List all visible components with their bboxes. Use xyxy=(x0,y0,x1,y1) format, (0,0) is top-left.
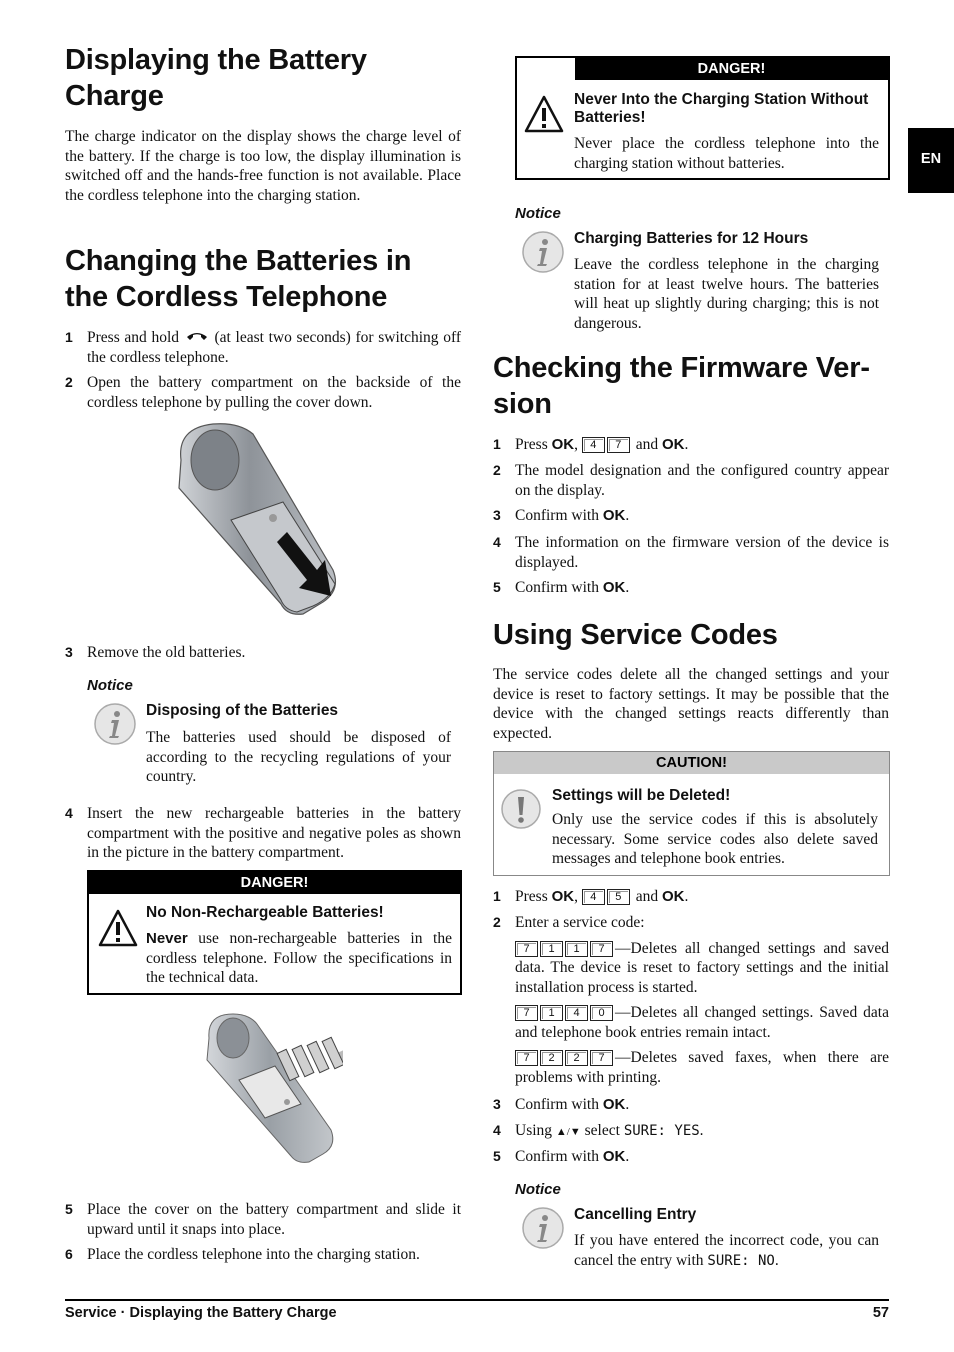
paragraph-service-codes: The service codes delete all the changed settings and your device is reset to factory settings. It may be possible that the device with the changed settings reacts differently than expected. xyxy=(493,666,889,742)
ok-key-label: OK xyxy=(551,436,575,453)
danger-text: use non-rechargeable batteries in the cordless telephone. Follow the specifications in the technical data. xyxy=(146,930,452,986)
step-number: 3 xyxy=(65,644,73,660)
step-text: Confirm with xyxy=(515,579,599,596)
step-text: Using xyxy=(515,1122,553,1139)
danger-box-charging-station xyxy=(515,56,890,180)
step-number: 3 xyxy=(493,507,501,523)
danger-box-non-rechargeable xyxy=(87,870,462,995)
step-text: Confirm with xyxy=(515,1096,599,1113)
step-text-cont: (at least two seconds) for switching off the cordless telephone. xyxy=(87,329,462,366)
code-description: —Deletes all changed settings. Saved data and telephone book entries remain intact. xyxy=(515,1004,889,1041)
danger-bold: Never xyxy=(146,930,188,947)
step-text: Confirm with xyxy=(515,1148,599,1165)
heading-battery-charge: Displaying the Battery Charge xyxy=(65,44,367,112)
step-text: Press and hold xyxy=(87,329,180,346)
period: . xyxy=(625,507,630,524)
display-text: SURE: YES xyxy=(623,1123,700,1139)
fw-step-5 xyxy=(493,578,889,598)
footer-rule xyxy=(65,1299,889,1301)
step-text: Open the battery compartment on the backside of the cordless telephone by pulling the cover down. xyxy=(87,374,461,411)
step-text: and xyxy=(635,888,659,905)
comma: , xyxy=(574,888,578,905)
display-text: SURE: NO xyxy=(707,1252,775,1269)
key-0: 0 xyxy=(590,1005,613,1021)
notice-title: Charging Batteries for 12 Hours xyxy=(574,230,809,247)
key-7: 7 xyxy=(590,941,613,957)
service-code-7227 xyxy=(515,1048,889,1087)
step-4 xyxy=(65,804,461,863)
key-7: 7 xyxy=(515,941,538,957)
info-icon xyxy=(93,702,137,746)
service-code-7140 xyxy=(515,1003,889,1042)
notice-disposing xyxy=(93,702,451,792)
caution-title: Settings will be Deleted! xyxy=(552,787,731,804)
notice-body xyxy=(574,1231,879,1271)
step-text: Insert the new rechargeable batteries in the battery compartment with the positive and negative poles as shown in the picture in the battery compartment. xyxy=(87,805,461,861)
ok-key-label: OK xyxy=(602,579,626,596)
period: . xyxy=(684,436,689,453)
step-number: 2 xyxy=(65,374,73,390)
code-description: —Deletes all changed settings and saved data. The device is reset to factory settings and the initial installation process is started. xyxy=(515,939,889,996)
danger-label: DANGER! xyxy=(89,872,460,894)
step-6 xyxy=(65,1245,461,1265)
danger-title: Never Into the Charging Station Without Batteries! xyxy=(574,91,869,126)
danger-body xyxy=(146,929,452,988)
sc-step-4 xyxy=(493,1121,889,1143)
notice-body: Leave the cordless telephone in the charging station for at least twelve hours. The batteries will heat up slightly during charging; this is not dangerous. xyxy=(574,256,879,332)
notice-charging-12h xyxy=(521,230,879,330)
step-number: 4 xyxy=(65,805,73,821)
code-description: —Deletes saved faxes, when there are problems with printing. xyxy=(515,1049,889,1086)
step-number: 3 xyxy=(493,1096,501,1112)
info-icon xyxy=(521,230,565,274)
key-7: 7 xyxy=(590,1050,613,1066)
language-tab: EN xyxy=(908,128,954,193)
caution-box xyxy=(493,751,890,876)
heading-changing-batteries: Changing the Batteries in the Cordless Telephone xyxy=(65,245,412,313)
step-number: 2 xyxy=(493,462,501,478)
step-number: 1 xyxy=(65,329,73,345)
danger-body: Never place the cordless telephone into the charging station without batteries. xyxy=(574,135,879,172)
fw-step-2 xyxy=(493,461,889,500)
fw-step-3 xyxy=(493,506,889,526)
step-3 xyxy=(65,643,461,663)
key-5: 5 xyxy=(607,889,630,905)
step-text: Place the cover on the battery compartment and slide it upward until it snaps into place. xyxy=(87,1201,461,1238)
step-number: 5 xyxy=(493,1148,501,1164)
step-number: 5 xyxy=(493,579,501,595)
footer-section-title: Service · Displaying the Battery Charge xyxy=(65,1305,337,1321)
comma: , xyxy=(574,436,578,453)
step-2 xyxy=(65,373,461,412)
service-code-7117 xyxy=(515,939,889,998)
step-number: 5 xyxy=(65,1201,73,1217)
step-5 xyxy=(65,1200,461,1239)
notice-label: Notice xyxy=(515,1181,561,1198)
ok-key-label: OK xyxy=(602,507,626,524)
ok-key-label: OK xyxy=(662,436,685,453)
handset-illustration xyxy=(173,420,353,620)
step-text: Enter a service code: xyxy=(515,914,645,931)
ok-key-label: OK xyxy=(602,1096,626,1113)
info-icon xyxy=(521,1206,565,1250)
ok-key-label: OK xyxy=(602,1148,626,1165)
paragraph-battery-charge: The charge indicator on the display shows the charge level of the battery. If the charge is too low, the display illumination is switched off and the hands-free function is not available. Place the cordless telephone into the charging station. xyxy=(65,128,461,204)
step-number: 1 xyxy=(493,436,501,452)
notice-cancelling-entry xyxy=(521,1206,879,1276)
period: . xyxy=(684,888,689,905)
sc-step-1 xyxy=(493,887,889,907)
ok-key-label: OK xyxy=(662,888,685,905)
fw-step-4 xyxy=(493,533,889,572)
notice-title: Disposing of the Batteries xyxy=(146,702,339,719)
notice-text: If you have entered the incorrect code, you can cancel the entry with xyxy=(574,1232,879,1269)
heading-service-codes: Using Service Codes xyxy=(493,619,778,651)
ok-key-label: OK xyxy=(551,888,575,905)
step-number: 4 xyxy=(493,534,501,550)
sc-step-3 xyxy=(493,1095,889,1115)
key-2: 2 xyxy=(565,1050,588,1066)
step-text: Press xyxy=(515,888,548,905)
fw-step-1 xyxy=(493,435,889,455)
step-text: The model designation and the configured country appear on the display. xyxy=(515,462,889,499)
period: . xyxy=(625,1148,630,1165)
warning-triangle-icon xyxy=(97,908,139,948)
sc-step-2 xyxy=(493,913,889,1087)
step-text: Press xyxy=(515,436,548,453)
key-1: 1 xyxy=(565,941,588,957)
notice-label: Notice xyxy=(515,205,561,222)
step-text: Confirm with xyxy=(515,507,599,524)
handset-batteries-illustration xyxy=(203,1010,343,1165)
notice-title: Cancelling Entry xyxy=(574,1206,697,1223)
step-number: 1 xyxy=(493,888,501,904)
period: . xyxy=(625,579,630,596)
step-text: select xyxy=(584,1122,620,1139)
notice-label: Notice xyxy=(87,677,133,694)
step-text: and xyxy=(635,436,659,453)
period: . xyxy=(699,1122,704,1139)
step-number: 2 xyxy=(493,914,501,930)
key-7: 7 xyxy=(515,1005,538,1021)
step-text: The information on the firmware version of the device is displayed. xyxy=(515,534,889,571)
heading-firmware: Checking the Firmware Version xyxy=(493,352,870,420)
exclamation-circle-icon xyxy=(500,788,542,830)
sc-step-5 xyxy=(493,1147,889,1167)
key-1: 1 xyxy=(540,1005,563,1021)
key-4: 4 xyxy=(582,437,605,453)
warning-triangle-icon xyxy=(523,94,565,134)
key-1: 1 xyxy=(540,941,563,957)
step-text: Place the cordless telephone into the charging station. xyxy=(87,1246,420,1263)
key-4: 4 xyxy=(582,889,605,905)
danger-label: DANGER! xyxy=(575,58,888,80)
page-number: 57 xyxy=(872,1305,889,1321)
period: . xyxy=(625,1096,630,1113)
phone-end-icon xyxy=(186,331,208,341)
caution-body: Only use the service codes if this is absolutely necessary. Some service codes also delete saved messages and telephone book entries. xyxy=(552,811,878,867)
step-text: Remove the old batteries. xyxy=(87,644,246,661)
caution-label: CAUTION! xyxy=(494,752,889,774)
key-7: 7 xyxy=(607,437,630,453)
step-1 xyxy=(65,328,461,367)
danger-title: No Non-Rechargeable Batteries! xyxy=(146,904,384,921)
key-2: 2 xyxy=(540,1050,563,1066)
key-4: 4 xyxy=(565,1005,588,1021)
up-down-arrow-icon: ▲/▼ xyxy=(555,1126,581,1138)
period: . xyxy=(774,1251,779,1269)
step-number: 4 xyxy=(493,1122,501,1138)
step-number: 6 xyxy=(65,1246,73,1262)
key-7: 7 xyxy=(515,1050,538,1066)
notice-body: The batteries used should be disposed of according to the recycling regulations of your country. xyxy=(146,729,451,785)
